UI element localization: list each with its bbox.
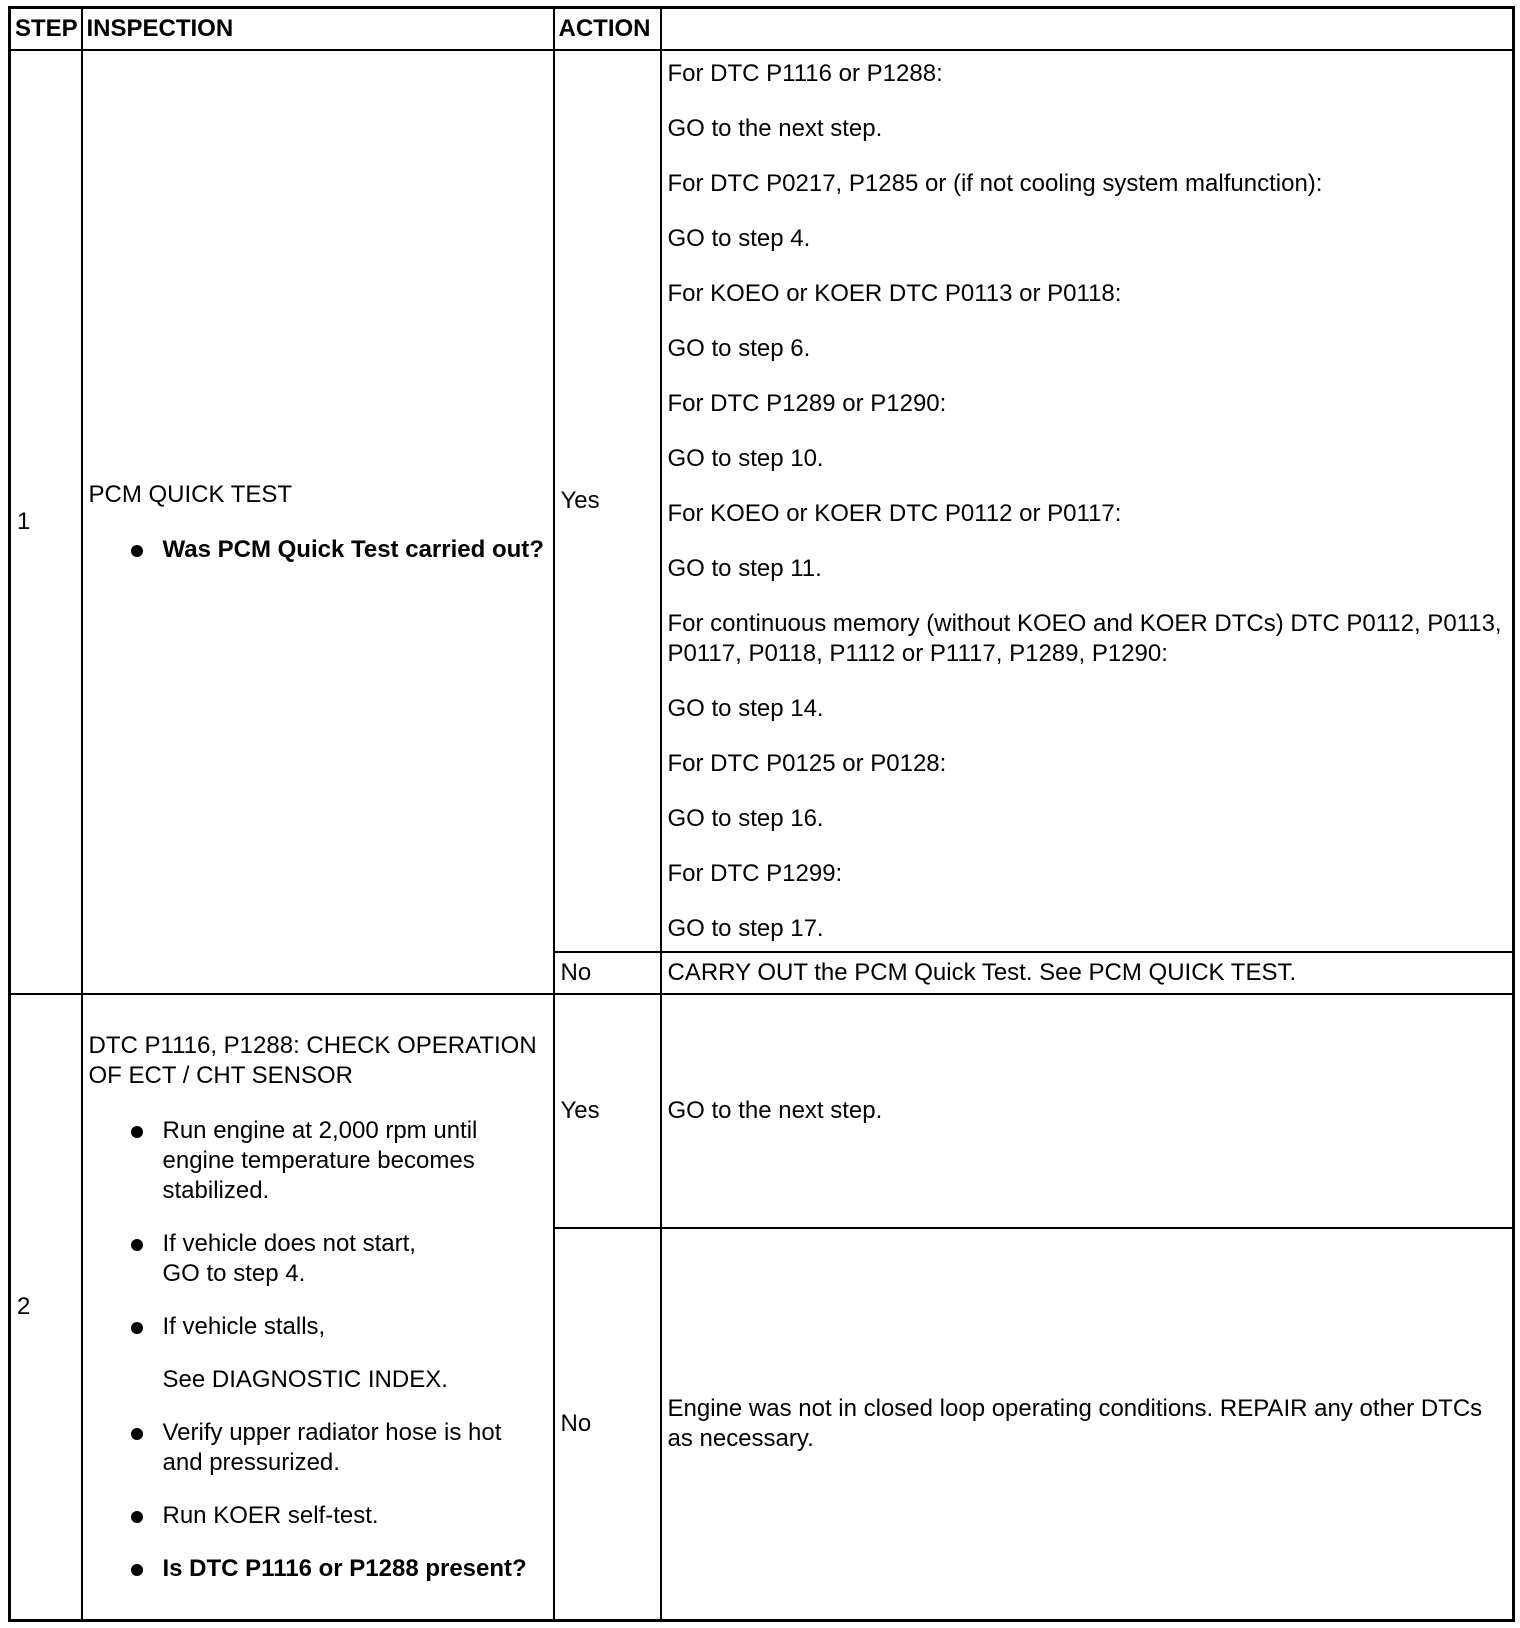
step2-bullet: Verify upper radiator hose is hot and pressurized.: [131, 1418, 547, 1478]
step1-yes-action-item: For DTC P1289 or P1290:: [667, 389, 947, 417]
header-result: [661, 8, 1514, 51]
diagnostic-table: [8, 6, 1515, 1622]
step1-yes-action-item: GO to step 4.: [667, 224, 811, 252]
step1-inspection: [82, 50, 554, 994]
step1-yes-action-item: GO to the next step.: [667, 114, 883, 142]
step1-number: 1: [10, 50, 82, 994]
step2-yes-action: GO to the next step.: [661, 994, 1514, 1228]
step1-yes-action-item: GO to step 17.: [667, 914, 824, 942]
step2-title: DTC P1116, P1288: CHECK OPERATION OF ECT / CHT SENSOR: [88, 1031, 537, 1089]
step2-number: 2: [10, 994, 82, 1621]
step1-yes-action-item: GO to step 10.: [667, 444, 824, 472]
step2-yes-label: Yes: [554, 994, 661, 1228]
step1-question: Was PCM Quick Test carried out?: [131, 535, 547, 565]
step1-yes-action-item: GO to step 16.: [667, 804, 824, 832]
step1-yes-action-item: For DTC P1116 or P1288:: [667, 59, 943, 87]
step2-bullet-continuation: See DIAGNOSTIC INDEX.: [162, 1365, 448, 1393]
step1-yes-action-item: For DTC P0217, P1285 or (if not cooling system malfunction):: [667, 169, 1323, 197]
step1-yes-action-item: GO to step 14.: [667, 694, 824, 722]
step2-inspection: [82, 994, 554, 1621]
step1-no-label: No: [554, 952, 661, 994]
step1-yes-row: [10, 50, 1514, 952]
step2-yes-row: [10, 994, 1514, 1228]
step1-yes-action-item: For DTC P0125 or P0128:: [667, 749, 947, 777]
step2-bullets: [89, 1418, 547, 1584]
step1-yes-label: Yes: [554, 50, 661, 952]
step2-bullet: If vehicle stalls,: [131, 1312, 547, 1342]
step1-yes-action-item: For DTC P1299:: [667, 859, 843, 887]
step2-no-label: No: [554, 1228, 661, 1621]
step1-yes-action-item: For KOEO or KOER DTC P0113 or P0118:: [667, 279, 1122, 307]
step2-bullet: If vehicle does not start,: [131, 1229, 547, 1259]
step2-bullet: Run KOER self-test.: [131, 1501, 547, 1531]
header-step: STEP: [10, 8, 82, 51]
step1-title: PCM QUICK TEST: [88, 480, 293, 508]
step1-yes-action-item: For continuous memory (without KOEO and KOER DTCs) DTC P0112, P0113, P0117, P0118, P1112 or P1117, P1289, P1290:: [667, 609, 1502, 667]
step2-bullets: [89, 1116, 547, 1259]
step2-bullets: [89, 1312, 547, 1342]
step1-bullets: [89, 535, 547, 565]
step1-yes-actions: [661, 50, 1514, 952]
header-action: ACTION: [554, 8, 661, 51]
step2-bullet-continuation: GO to step 4.: [162, 1259, 306, 1287]
header-inspection: INSPECTION: [82, 8, 554, 51]
step1-yes-action-item: GO to step 6.: [667, 334, 811, 362]
step2-no-action: Engine was not in closed loop operating conditions. REPAIR any other DTCs as necessary.: [661, 1228, 1514, 1621]
step2-bullet: Run engine at 2,000 rpm until engine temperature becomes stabilized.: [131, 1116, 547, 1206]
step1-no-action: CARRY OUT the PCM Quick Test. See PCM QUICK TEST.: [661, 952, 1514, 994]
step2-question: Is DTC P1116 or P1288 present?: [131, 1554, 547, 1584]
header-row: [10, 8, 1514, 51]
step1-yes-action-item: GO to step 11.: [667, 554, 822, 582]
step1-yes-action-item: For KOEO or KOER DTC P0112 or P0117:: [667, 499, 1122, 527]
